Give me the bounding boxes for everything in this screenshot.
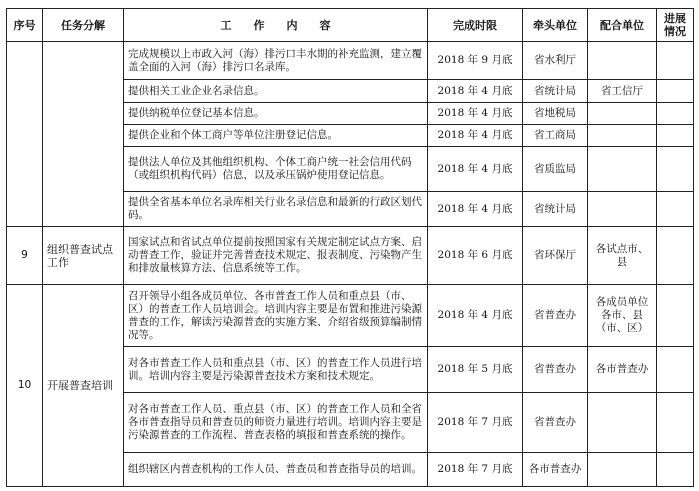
content-cell: 提供法人单位及其他组织机构、个体工商户统一社会信用代码（或组织机构代码）信息，以及承压锅炉使用登记信息。	[124, 147, 428, 192]
deadline-cell: 2018 年 9 月底	[428, 42, 523, 80]
partner-cell	[588, 103, 657, 125]
content-cell: 召开领导小组各成员单位、各市普查工作人员和重点县（市、区）的普查工作人员培训会。培训内容主要是布置和推进污染源普查的工作，解读污染源普查的实施方案、介绍省级预算编制情况等。	[124, 285, 428, 347]
progress-cell	[657, 227, 694, 285]
header-seq: 序号	[7, 9, 43, 42]
content-cell: 国家试点和省试点单位提前按照国家有关规定制定试点方案、启动普查工作，验证并完善普查技术规定、报表制度、污染物产生和排放量核算方法、信息系统等工作。	[124, 227, 428, 285]
deadline-cell: 2018 年 4 月底	[428, 192, 523, 227]
partner-cell: 各试点市、县	[588, 227, 657, 285]
header-content: 工 作 内 容	[124, 9, 428, 42]
lead-cell: 省普查办	[523, 347, 588, 393]
lead-cell: 省普查办	[523, 393, 588, 453]
table-row	[7, 285, 694, 347]
content-cell: 提供相关工业企业名录信息。	[124, 80, 428, 103]
progress-cell	[657, 347, 694, 393]
partner-cell	[588, 147, 657, 192]
deadline-cell: 2018 年 4 月底	[428, 147, 523, 192]
header-task: 任务分解	[43, 9, 124, 42]
lead-cell: 省普查办	[523, 285, 588, 347]
partner-cell: 省工信厅	[588, 80, 657, 103]
task-cell: 组织普查试点工作	[43, 227, 124, 285]
lead-cell: 省质监局	[523, 147, 588, 192]
progress-cell	[657, 147, 694, 192]
lead-cell: 省水利厅	[523, 42, 588, 80]
deadline-cell: 2018 年 4 月底	[428, 80, 523, 103]
progress-cell	[657, 80, 694, 103]
content-cell: 对各市普查工作人员、重点县（市、区）的普查工作人员和全省各市普查指导员和普查员的师资力量进行培训。培训内容主要是污染源普查的工作流程、普查表格的填报和普查系统的操作。	[124, 393, 428, 453]
deadline-cell: 2018 年 5 月底	[428, 347, 523, 393]
lead-cell: 省环保厅	[523, 227, 588, 285]
deadline-cell: 2018 年 4 月底	[428, 125, 523, 147]
header-deadline: 完成时限	[428, 9, 523, 42]
content-cell: 提供企业和个体工商户等单位注册登记信息。	[124, 125, 428, 147]
content-cell: 对各市普查工作人员和重点县（市、区）的普查工作人员进行培训。培训内容主要是污染源普查技术方案和技术规定。	[124, 347, 428, 393]
progress-cell	[657, 285, 694, 347]
progress-cell	[657, 453, 694, 487]
header-row	[7, 9, 694, 42]
progress-cell	[657, 103, 694, 125]
lead-cell: 各市普查办	[523, 453, 588, 487]
content-cell: 提供纳税单位登记基本信息。	[124, 103, 428, 125]
seq-cell: 10	[7, 285, 43, 487]
partner-cell: 各市普查办	[588, 347, 657, 393]
partner-cell: 各成员单位各市、县（市、区）	[588, 285, 657, 347]
deadline-cell: 2018 年 7 月底	[428, 453, 523, 487]
content-cell: 提供全省基本单位名录库相关行业名录信息和最新的行政区划代码。	[124, 192, 428, 227]
progress-cell	[657, 42, 694, 80]
partner-cell	[588, 42, 657, 80]
lead-cell: 省统计局	[523, 192, 588, 227]
lead-cell: 省地税局	[523, 103, 588, 125]
table-row	[7, 42, 694, 80]
deadline-cell: 2018 年 6 月底	[428, 227, 523, 285]
progress-cell	[657, 125, 694, 147]
seq-cell: 9	[7, 227, 43, 285]
progress-cell	[657, 192, 694, 227]
lead-cell: 省统计局	[523, 80, 588, 103]
task-cell-empty	[43, 42, 124, 227]
task-cell: 开展普查培训	[43, 285, 124, 487]
partner-cell	[588, 192, 657, 227]
lead-cell: 省工商局	[523, 125, 588, 147]
seq-cell-empty	[7, 42, 43, 227]
progress-cell	[657, 393, 694, 453]
header-progress: 进展情况	[657, 9, 694, 42]
header-lead: 牵头单位	[523, 9, 588, 42]
table-row	[7, 227, 694, 285]
content-cell: 组织辖区内普查机构的工作人员、普查员和普查指导员的培训。	[124, 453, 428, 487]
header-partner: 配合单位	[588, 9, 657, 42]
content-cell: 完成规模以上市政入河（海）排污口丰水期的补充监测，建立覆盖全面的入河（海）排污口名录库。	[124, 42, 428, 80]
partner-cell	[588, 393, 657, 453]
deadline-cell: 2018 年 4 月底	[428, 285, 523, 347]
partner-cell	[588, 453, 657, 487]
deadline-cell: 2018 年 4 月底	[428, 103, 523, 125]
task-table	[6, 8, 694, 487]
partner-cell	[588, 125, 657, 147]
deadline-cell: 2018 年 7 月底	[428, 393, 523, 453]
